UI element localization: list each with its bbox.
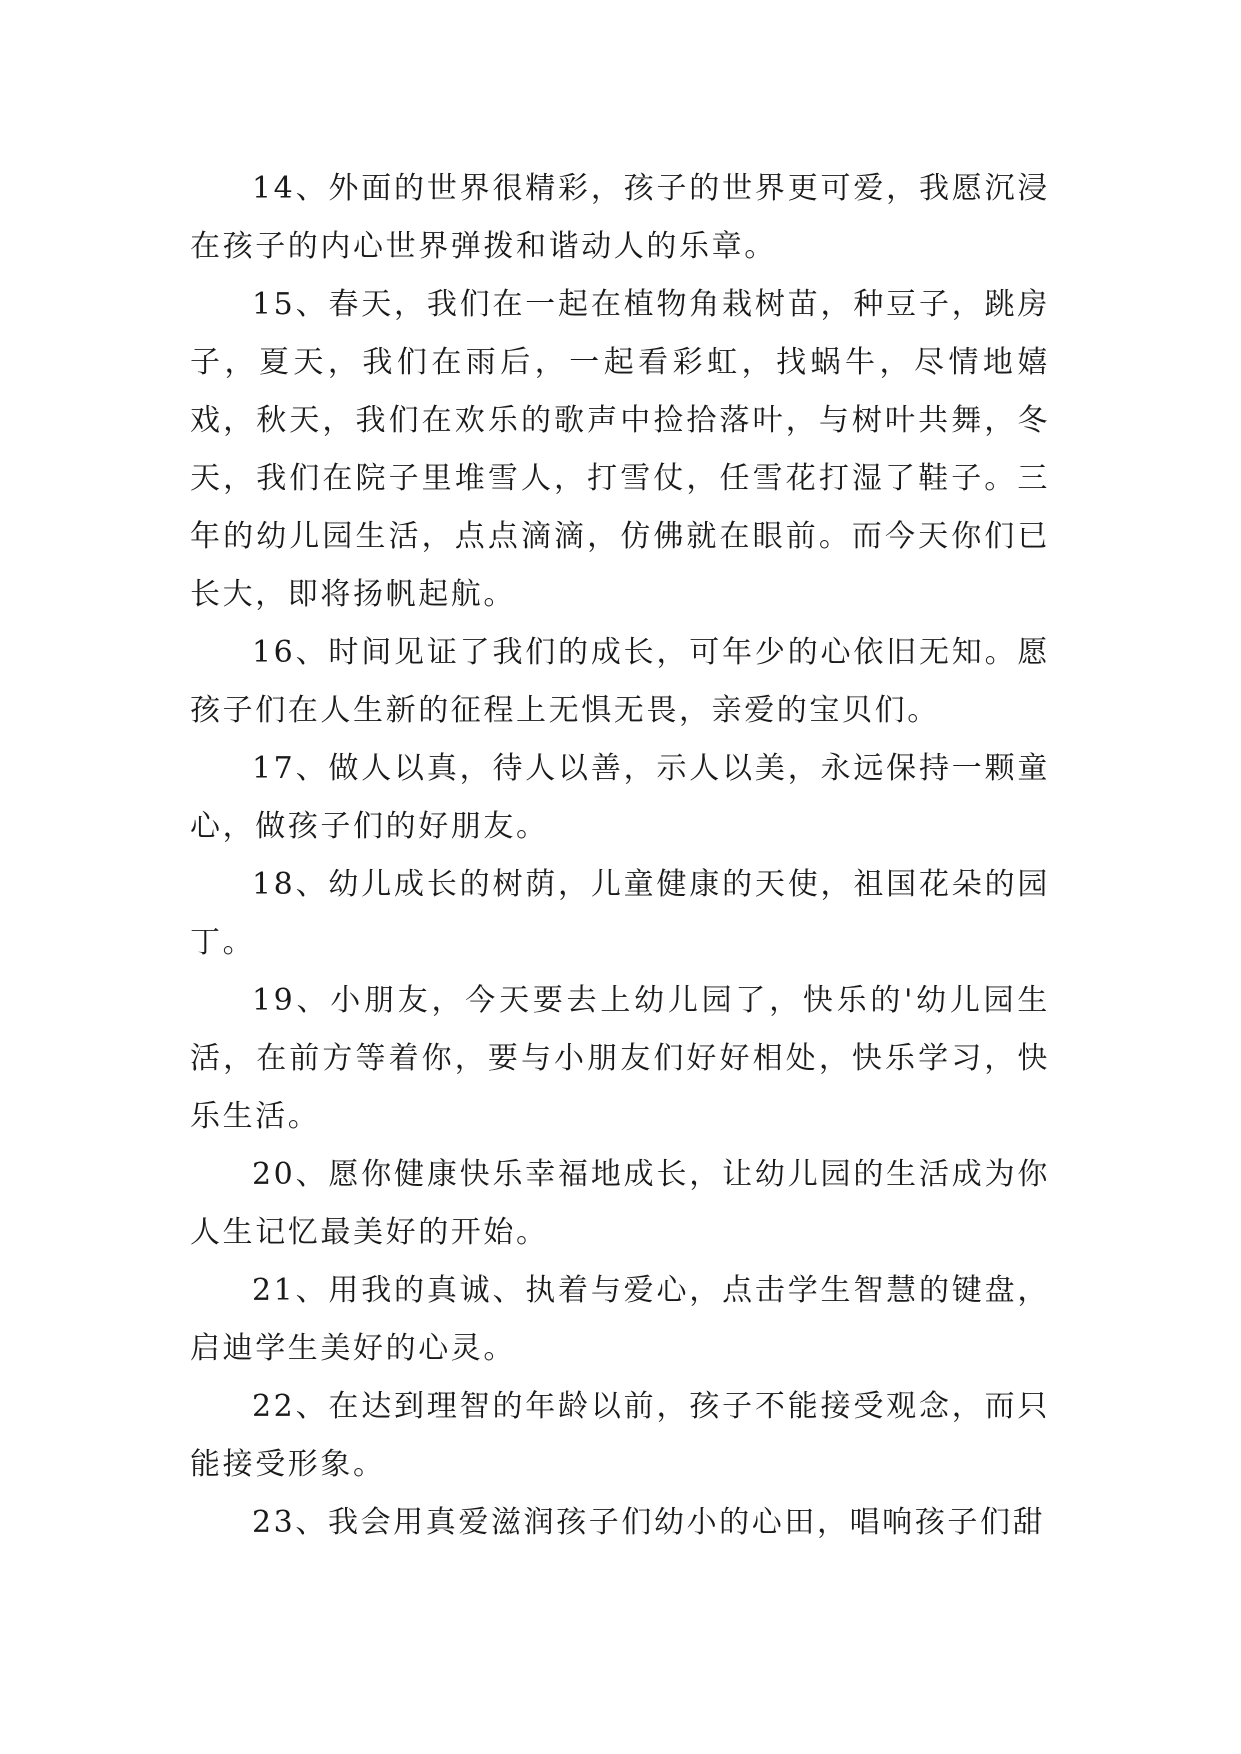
paragraph-18: 18、幼儿成长的树荫，儿童健康的天使，祖国花朵的园丁。 [190,867,1050,960]
paragraph-20: 20、愿你健康快乐幸福地成长，让幼儿园的生活成为你人生记忆最美好的开始。 [190,1157,1050,1250]
paragraph-17: 17、做人以真，待人以善，示人以美，永远保持一颗童心，做孩子们的好朋友。 [190,751,1050,844]
paragraph-15: 15、春天，我们在一起在植物角栽树苗，种豆子，跳房子，夏天，我们在雨后，一起看彩虹，找蜗牛，尽情地嬉戏，秋天，我们在欢乐的歌声中捡拾落叶，与树叶共舞，冬天，我们在院子里堆雪人，打雪仗，任雪花打湿了鞋子。三年的幼儿园生活，点点滴滴，仿佛就在眼前。而今天你们已长大，即将扬帆起航。 [190,287,1050,612]
paragraph-19: 19、小朋友，今天要去上幼儿园了，快乐的'幼儿园生活，在前方等着你，要与小朋友们好好相处，快乐学习，快乐生活。 [190,983,1050,1134]
paragraph-21: 21、用我的真诚、执着与爱心，点击学生智慧的键盘，启迪学生美好的心灵。 [190,1273,1050,1366]
paragraph-16: 16、时间见证了我们的成长，可年少的心依旧无知。愿孩子们在人生新的征程上无惧无畏，亲爱的宝贝们。 [190,635,1050,728]
paragraph-14: 14、外面的世界很精彩，孩子的世界更可爱，我愿沉浸在孩子的内心世界弹拨和谐动人的乐章。 [190,171,1050,264]
paragraph-23: 23、我会用真爱滋润孩子们幼小的心田，唱响孩子们甜 [252,1505,1046,1540]
document-body [190,160,1050,1552]
paragraph-22: 22、在达到理智的年龄以前，孩子不能接受观念，而只能接受形象。 [190,1389,1050,1482]
